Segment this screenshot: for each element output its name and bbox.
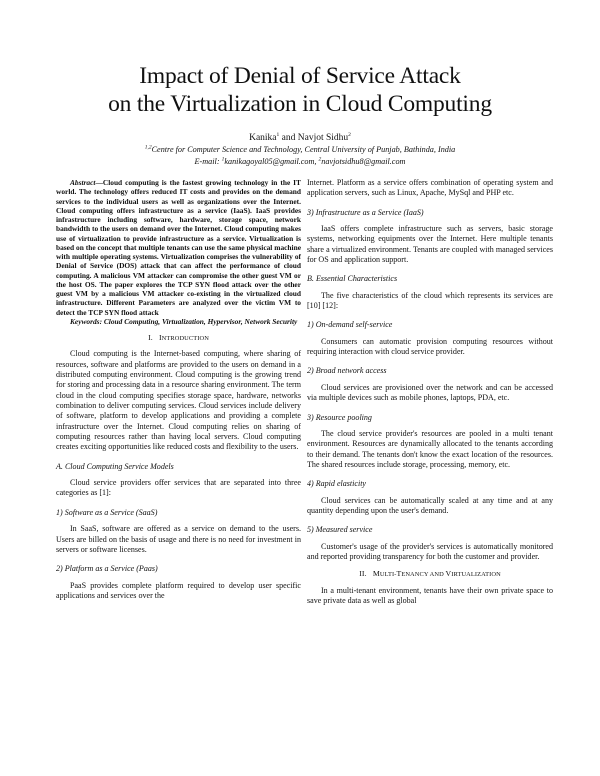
on-demand-paragraph: Consumers can automatic provision computing resources without requiring interaction with cloud service provider. bbox=[307, 336, 553, 357]
subsection-measured-service: 5) Measured service bbox=[307, 525, 373, 535]
email-line bbox=[0, 156, 600, 168]
subsection-paas: 2) Platform as a Service (Paas) bbox=[56, 564, 158, 574]
abstract-body: —Cloud computing is the fastest growing technology in the IT world. The technology offers reduced IT costs and provides on the demand services to the individual users as well as organizations over the Internet. Cloud computing offers infrastructure as a service (IaaS). IaaS provides infrastructure including software, hardware, storage space, network bandwidth to the users on demand over the Internet. Cloud computing makes use of virtualization to provide infrastructure as a service. Virtualization is based on the concept that multiple tenants can use the same physical machine with multiple operating systems. Virtualization comprises the vulnerability of Denial of Service (DOS) attack that can affect the performance of cloud computing. A malicious VM attacker can compromise the other guest VM or the host OS. The paper explores the TCP SYN flood attack over the other guest VM by a malicious VM attacker co-existing in the virtualized cloud infrastructure. Different Parameters are analyzed over the victim VM to detect the TCP SYN flood attack bbox=[56, 178, 301, 317]
measured-service-paragraph: Customer's usage of the provider's services is automatically monitored and reported providing transparency for both the customer and provider. bbox=[307, 541, 553, 561]
email-2-sup: 2 bbox=[318, 156, 322, 163]
saas-paragraph: In SaaS, software are offered as a service on demand to the users. Users are billed on the basis of usage and there is no need for investment in servers or software licenses. bbox=[56, 524, 301, 554]
sec2-first: M bbox=[372, 569, 380, 579]
sec2-num: II. bbox=[359, 569, 367, 579]
sec1-first: I bbox=[158, 333, 162, 342]
subsection-resource-pooling: 3) Resource pooling bbox=[307, 412, 372, 422]
affiliation bbox=[0, 144, 600, 156]
network-access-paragraph: Cloud services are provisioned over the network and can be accessed via multiple devices such as mobile phones, laptops, PDA, etc. bbox=[307, 382, 553, 403]
affil-sup: 1,2 bbox=[144, 144, 152, 151]
sec2-mid: ULTI- bbox=[379, 571, 397, 579]
sec2-t: T bbox=[396, 569, 402, 579]
email-2: navjotsidhu8@gmail.com bbox=[321, 157, 406, 166]
sec2-end: IRTUALIZATION bbox=[451, 571, 501, 579]
intro-paragraph: Cloud computing is the Internet-based computing, where sharing of resources, software and platforms are provided to the users on demand in a distributed computing environment. Cloud computing is the growing trend for storing and processing data in a resource sharing environment. The term cloud in the cloud computing specifies storage space, hardware, networks combination to deliver computing services. Cloud services include delivery of software, platform to develop applications and providing a complete infrastructure over the Internet. Cloud computing relies on sharing of computing resources rather than having local servers. Cloud computing creates exciting opportunities like reduced costs and flexibility to the users. bbox=[56, 349, 301, 452]
email-prefix: E-mail: bbox=[194, 157, 222, 166]
subsection-service-models: A. Cloud Computing Service Models bbox=[56, 461, 174, 471]
paas-continued-paragraph: Internet. Platform as a service offers combination of operating system and application servers, such as Linux, Apache, MySql and PHP etc. bbox=[307, 178, 553, 198]
resource-pooling-paragraph: The cloud service provider's resources are pooled in a multi tenant environment. Resources are dynamically allocated to the tenants according to their demand. The tenants don't know the exact location of the resources. The shared resources include storage, processing, memory, etc. bbox=[307, 428, 553, 469]
subsection-iaas: 3) Infrastructure as a Service (IaaS) bbox=[307, 207, 424, 217]
right-column bbox=[307, 178, 553, 606]
sec1-num: I. bbox=[148, 333, 153, 342]
email-1: kanikagoyal05@gmail.com, bbox=[224, 157, 319, 166]
left-column bbox=[56, 178, 301, 601]
subsection-network-access: 2) Broad network access bbox=[307, 366, 387, 376]
email-1-sup: 1 bbox=[221, 156, 225, 163]
section-heading-introduction bbox=[56, 333, 301, 344]
keywords: Keywords: Cloud Computing, Virtualization, Hypervisor, Network Security bbox=[70, 316, 298, 326]
author-1-sup: 1 bbox=[276, 131, 280, 138]
author-2: and Navjot Sidhu bbox=[279, 133, 349, 143]
service-models-paragraph: Cloud service providers offer services that are separated into three categories as [1]: bbox=[56, 478, 301, 498]
iaas-paragraph: IaaS offers complete infrastructure such as servers, basic storage systems, networking equipments over the Internet. Here multiple tenants share a virtualized environment. Tenants are coupled with managed services for OS and application support. bbox=[307, 224, 553, 265]
rapid-elasticity-paragraph: Cloud services can be automatically scaled at any time and at any quantity depending upon the user's demand. bbox=[307, 495, 553, 515]
sec1-rest: NTRODUCTION bbox=[161, 335, 209, 342]
sec2-mid2: ENANCY AND bbox=[401, 571, 446, 579]
abstract bbox=[56, 178, 301, 317]
subsection-on-demand: 1) On-demand self-service bbox=[307, 320, 393, 330]
characteristics-paragraph: The five characteristics of the cloud which represents its services are [10] [12]: bbox=[307, 290, 553, 311]
subsection-rapid-elasticity: 4) Rapid elasticity bbox=[307, 479, 366, 489]
title-line-1: Impact of Denial of Service Attack bbox=[139, 63, 461, 89]
author-names bbox=[0, 132, 600, 144]
author-1: Kanika bbox=[249, 133, 277, 143]
author-block bbox=[0, 132, 600, 168]
abstract-lead: Abstract bbox=[70, 178, 96, 187]
subsection-characteristics: B. Essential Characteristics bbox=[307, 274, 398, 284]
affiliation-text: Centre for Computer Science and Technology, Central University of Punjab, Bathinda, India bbox=[151, 145, 456, 154]
subsection-saas: 1) Software as a Service (SaaS) bbox=[56, 507, 158, 517]
paas-paragraph: PaaS provides complete platform required to develop user specific applications and services over the bbox=[56, 580, 301, 600]
multi-tenancy-paragraph: In a multi-tenant environment, tenants have their own private space to save private data as well as global bbox=[307, 585, 553, 605]
sec2-v: V bbox=[445, 569, 452, 579]
author-2-sup: 2 bbox=[348, 131, 351, 138]
title-line-2: on the Virtualization in Cloud Computing bbox=[108, 91, 492, 117]
section-heading-multi-tenancy bbox=[307, 569, 553, 580]
paper-title bbox=[0, 62, 600, 118]
